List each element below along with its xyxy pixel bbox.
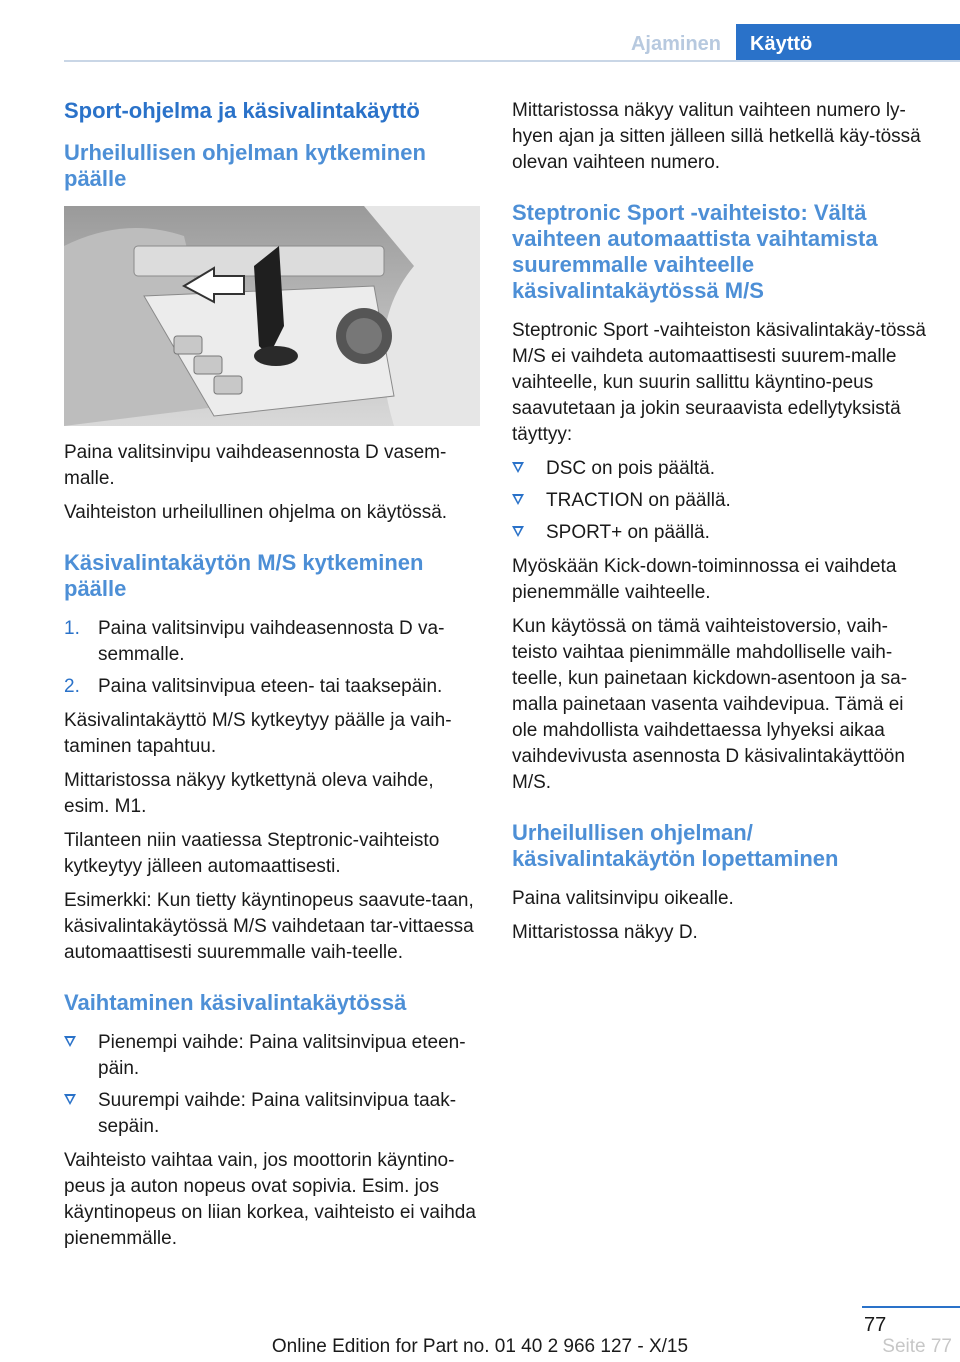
step-text: Paina valitsinvipu vaihdeasennosta D va-semmalle. [98, 618, 445, 665]
subheading-sport-on: Urheilullisen ohjelman kytkeminen päälle [64, 140, 426, 191]
triangle-bullet-icon [512, 462, 524, 473]
subheading-shifting: Vaihtaminen käsivalintakäytössä [64, 990, 407, 1015]
page-number: 77 [864, 1314, 887, 1336]
paragraph: Mittaristossa näkyy valitun vaihteen numero ly-hyen ajan ja sitten jälleen sillä hetkellä käy-tössä olevan vaihteen numero. [512, 100, 921, 173]
footer-rule [862, 1306, 960, 1308]
subheading-end-sport: Urheilullisen ohjelman/ käsivalintakäytön lopettaminen [512, 820, 839, 871]
paragraph: Mittaristossa näkyy kytkettynä oleva vaihde, esim. M1. [64, 770, 434, 817]
bullet-list [64, 1030, 482, 1140]
edition-footer: Online Edition for Part no. 01 40 2 966 127 - X/15 [271, 1336, 689, 1357]
step-number: 2. [64, 676, 80, 697]
paragraph: Steptronic Sport -vaihteiston käsivalintakäy-tössä M/S ei vaihdeta automaattisesti suurem-malle vaihteelle, kun suurin sallittu käyntino-peus saavutetaan ja jokin seuraavista edellytyksistä täyttyy: [512, 320, 926, 445]
step-number: 1. [64, 618, 80, 639]
watermark: Seite 77 [882, 1336, 952, 1357]
section-title: Sport-ohjelma ja käsivalintakäyttö [64, 98, 420, 123]
header-rule [64, 60, 960, 62]
bullet-list [512, 456, 932, 546]
triangle-bullet-icon [64, 1094, 76, 1105]
list-item [512, 488, 932, 514]
paragraph: Myöskään Kick-down-toiminnossa ei vaihdeta pienemmälle vaihteelle. [512, 556, 897, 603]
bullet-text: Pienempi vaihde: Paina valitsinvipua eteen-päin. [98, 1032, 466, 1079]
subheading-steptronic: Steptronic Sport -vaihteisto: Vältä vaihteen automaattista vaihtamista suuremmalle vaihteelle käsivalintakäytössä M/S [512, 200, 878, 303]
paragraph: Tilanteen niin vaatiessa Steptronic-vaihteisto kytkeytyy jälleen automaattisesti. [64, 830, 440, 877]
paragraph: Kun käytössä on tämä vaihteistoversio, vaih-teisto vaihtaa pienimmälle mahdolliselle vaih-teelle, kun painetaan kickdown-asentoon ja sa-malla painetaan vasenta vaihdevipua. Tämä ei ole mahdollista vaihdettaessa lyhyeksi aikaa vaihdevivusta asennosta D käsivalintakäyttöön M/S. [512, 616, 908, 793]
paragraph: Käsivalintakäyttö M/S kytkeytyy päälle ja vaih-taminen tapahtuu. [64, 710, 452, 757]
list-item [512, 520, 932, 546]
paragraph: Paina valitsinvipu vaihdeasennosta D vasem-malle. [64, 442, 447, 489]
bullet-text: DSC on pois päältä. [546, 458, 715, 479]
left-column [64, 98, 482, 1260]
triangle-bullet-icon [64, 1036, 76, 1047]
list-item [64, 616, 482, 668]
step-text: Paina valitsinvipua eteen- tai taaksepäin. [98, 676, 443, 697]
header-active-tab: Käyttö [736, 24, 960, 62]
paragraph: Mittaristossa näkyy D. [512, 922, 698, 943]
header-section-tab: Ajaminen [630, 33, 722, 55]
triangle-bullet-icon [512, 494, 524, 505]
list-item [64, 1030, 482, 1082]
list-item [64, 1088, 482, 1140]
list-item [64, 674, 482, 700]
bullet-text: SPORT+ on päällä. [546, 522, 710, 543]
gear-lever-image [64, 206, 480, 426]
triangle-bullet-icon [512, 526, 524, 537]
paragraph: Paina valitsinvipu oikealle. [512, 888, 734, 909]
list-item [512, 456, 932, 482]
paragraph: Vaihteisto vaihtaa vain, jos moottorin käyntino-peus ja auton nopeus ovat sopivia. Esim. jos käyntinopeus on liian korkea, vaihteisto ei vaihda pienemmälle. [64, 1150, 476, 1249]
paragraph: Esimerkki: Kun tietty käyntinopeus saavute-taan, käsivalintakäytössä M/S vaihdetaan tar-vittaessa automaattisesti suuremmalle vaih-teelle. [64, 890, 474, 963]
steps-list [64, 616, 482, 700]
bullet-text: Suurempi vaihde: Paina valitsinvipua taak-sepäin. [98, 1090, 457, 1137]
subheading-manual-on: Käsivalintakäytön M/S kytkeminen päälle [64, 550, 424, 601]
bullet-text: TRACTION on päällä. [546, 490, 731, 511]
paragraph: Vaihteiston urheilullinen ohjelma on käytössä. [64, 502, 448, 523]
gear-selector-illustration [64, 206, 480, 426]
right-column [512, 98, 932, 954]
